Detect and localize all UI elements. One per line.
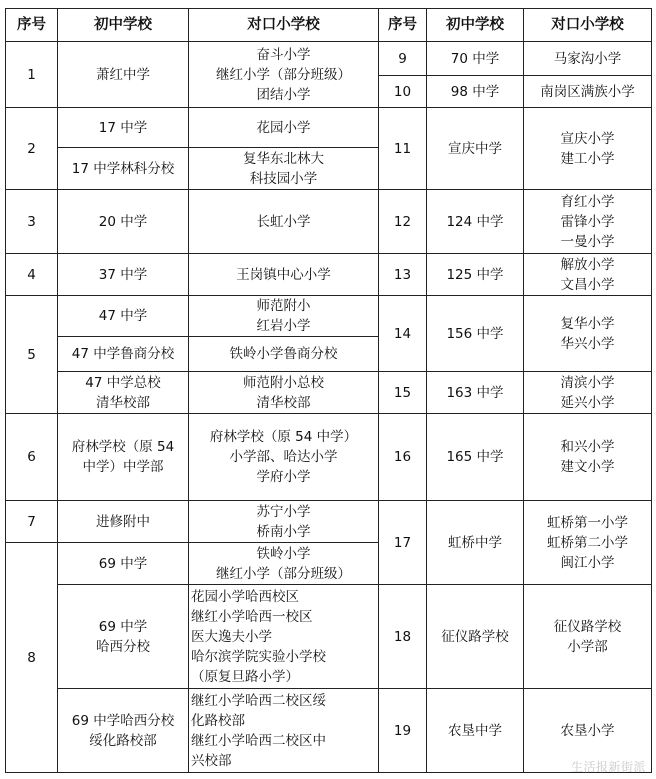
- middle-school: 虹桥中学: [427, 501, 524, 585]
- middle-school: 进修附中: [58, 501, 189, 543]
- primary-schools: 继红小学哈西二校区绥 化路校部 继红小学哈西二校区中 兴校部: [189, 689, 379, 773]
- middle-school: 69 中学: [58, 543, 189, 585]
- primary-schools: 南岗区满族小学: [524, 76, 652, 108]
- middle-school: 17 中学: [58, 108, 189, 148]
- middle-school: 农垦中学: [427, 689, 524, 773]
- primary-schools: 复华东北林大 科技园小学: [189, 148, 379, 190]
- primary-schools: 师范附小总校 清华校部: [189, 372, 379, 414]
- primary-schools: 和兴小学 建文小学: [524, 414, 652, 501]
- primary-schools: 王岗镇中心小学: [189, 254, 379, 296]
- row-number: 1: [6, 42, 58, 108]
- primary-schools: 育红小学 雷锋小学 一曼小学: [524, 190, 652, 254]
- middle-school: 70 中学: [427, 42, 524, 76]
- row-number: 18: [379, 585, 427, 689]
- middle-school: 47 中学鲁商分校: [58, 337, 189, 372]
- row-number: 12: [379, 190, 427, 254]
- primary-schools: 师范附小 红岩小学: [189, 296, 379, 337]
- primary-schools: 虹桥第一小学 虹桥第二小学 闽江小学: [524, 501, 652, 585]
- middle-school: 37 中学: [58, 254, 189, 296]
- primary-schools: 花园小学哈西校区 继红小学哈西一校区 医大逸夫小学 哈尔滨学院实验小学校 （原复旦路小学）: [189, 585, 379, 689]
- middle-school: 165 中学: [427, 414, 524, 501]
- primary-schools: 宣庆小学 建工小学: [524, 108, 652, 190]
- primary-schools: 解放小学 文昌小学: [524, 254, 652, 296]
- middle-school: 20 中学: [58, 190, 189, 254]
- table-row: [6, 585, 652, 689]
- primary-schools: 苏宁小学 桥南小学: [189, 501, 379, 543]
- table-row: [6, 108, 652, 148]
- middle-school: 府林学校（原 54 中学）中学部: [58, 414, 189, 501]
- primary-schools: 征仪路学校 小学部: [524, 585, 652, 689]
- header-row: [6, 9, 652, 42]
- row-number: 5: [6, 296, 58, 414]
- row-number: 3: [6, 190, 58, 254]
- header-middle-school-right: 初中学校: [427, 9, 524, 42]
- row-number: 2: [6, 108, 58, 190]
- header-middle-school-left: 初中学校: [58, 9, 189, 42]
- row-number: 13: [379, 254, 427, 296]
- middle-school: 47 中学: [58, 296, 189, 337]
- primary-schools: 清滨小学 延兴小学: [524, 372, 652, 414]
- row-number: 15: [379, 372, 427, 414]
- header-primary-school-right: 对口小学校: [524, 9, 652, 42]
- middle-school: 47 中学总校 清华校部: [58, 372, 189, 414]
- middle-school: 156 中学: [427, 296, 524, 372]
- middle-school: 163 中学: [427, 372, 524, 414]
- middle-school: 征仪路学校: [427, 585, 524, 689]
- middle-school: 17 中学林科分校: [58, 148, 189, 190]
- school-district-table: [5, 8, 652, 773]
- primary-schools: 奋斗小学 继红小学（部分班级） 团结小学: [189, 42, 379, 108]
- header-no-left: 序号: [6, 9, 58, 42]
- row-number: 11: [379, 108, 427, 190]
- row-number: 4: [6, 254, 58, 296]
- primary-schools: 铁岭小学 继红小学（部分班级）: [189, 543, 379, 585]
- middle-school: 69 中学哈西分校 绥化路校部: [58, 689, 189, 773]
- primary-schools: 农垦小学: [524, 689, 652, 773]
- middle-school: 98 中学: [427, 76, 524, 108]
- primary-schools: 长虹小学: [189, 190, 379, 254]
- primary-schools: 花园小学: [189, 108, 379, 148]
- middle-school: 宣庆中学: [427, 108, 524, 190]
- row-number: 17: [379, 501, 427, 585]
- watermark: 生活报新街派: [570, 760, 646, 774]
- table-row: [6, 689, 652, 773]
- primary-schools: 马家沟小学: [524, 42, 652, 76]
- table-row: [6, 254, 652, 296]
- middle-school: 69 中学 哈西分校: [58, 585, 189, 689]
- header-primary-school-left: 对口小学校: [189, 9, 379, 42]
- middle-school: 125 中学: [427, 254, 524, 296]
- table-row: [6, 372, 652, 414]
- table-row: [6, 42, 652, 76]
- row-number: 7: [6, 501, 58, 543]
- row-number: 14: [379, 296, 427, 372]
- row-number: 10: [379, 76, 427, 108]
- primary-schools: 铁岭小学鲁商分校: [189, 337, 379, 372]
- row-number: 8: [6, 543, 58, 773]
- row-number: 6: [6, 414, 58, 501]
- table-row: [6, 414, 652, 501]
- header-no-right: 序号: [379, 9, 427, 42]
- primary-schools: 复华小学 华兴小学: [524, 296, 652, 372]
- row-number: 16: [379, 414, 427, 501]
- row-number: 19: [379, 689, 427, 773]
- table-row: [6, 296, 652, 337]
- table-row: [6, 501, 652, 543]
- table-row: [6, 190, 652, 254]
- row-number: 9: [379, 42, 427, 76]
- middle-school: 萧红中学: [58, 42, 189, 108]
- primary-schools: 府林学校（原 54 中学） 小学部、哈达小学 学府小学: [189, 414, 379, 501]
- middle-school: 124 中学: [427, 190, 524, 254]
